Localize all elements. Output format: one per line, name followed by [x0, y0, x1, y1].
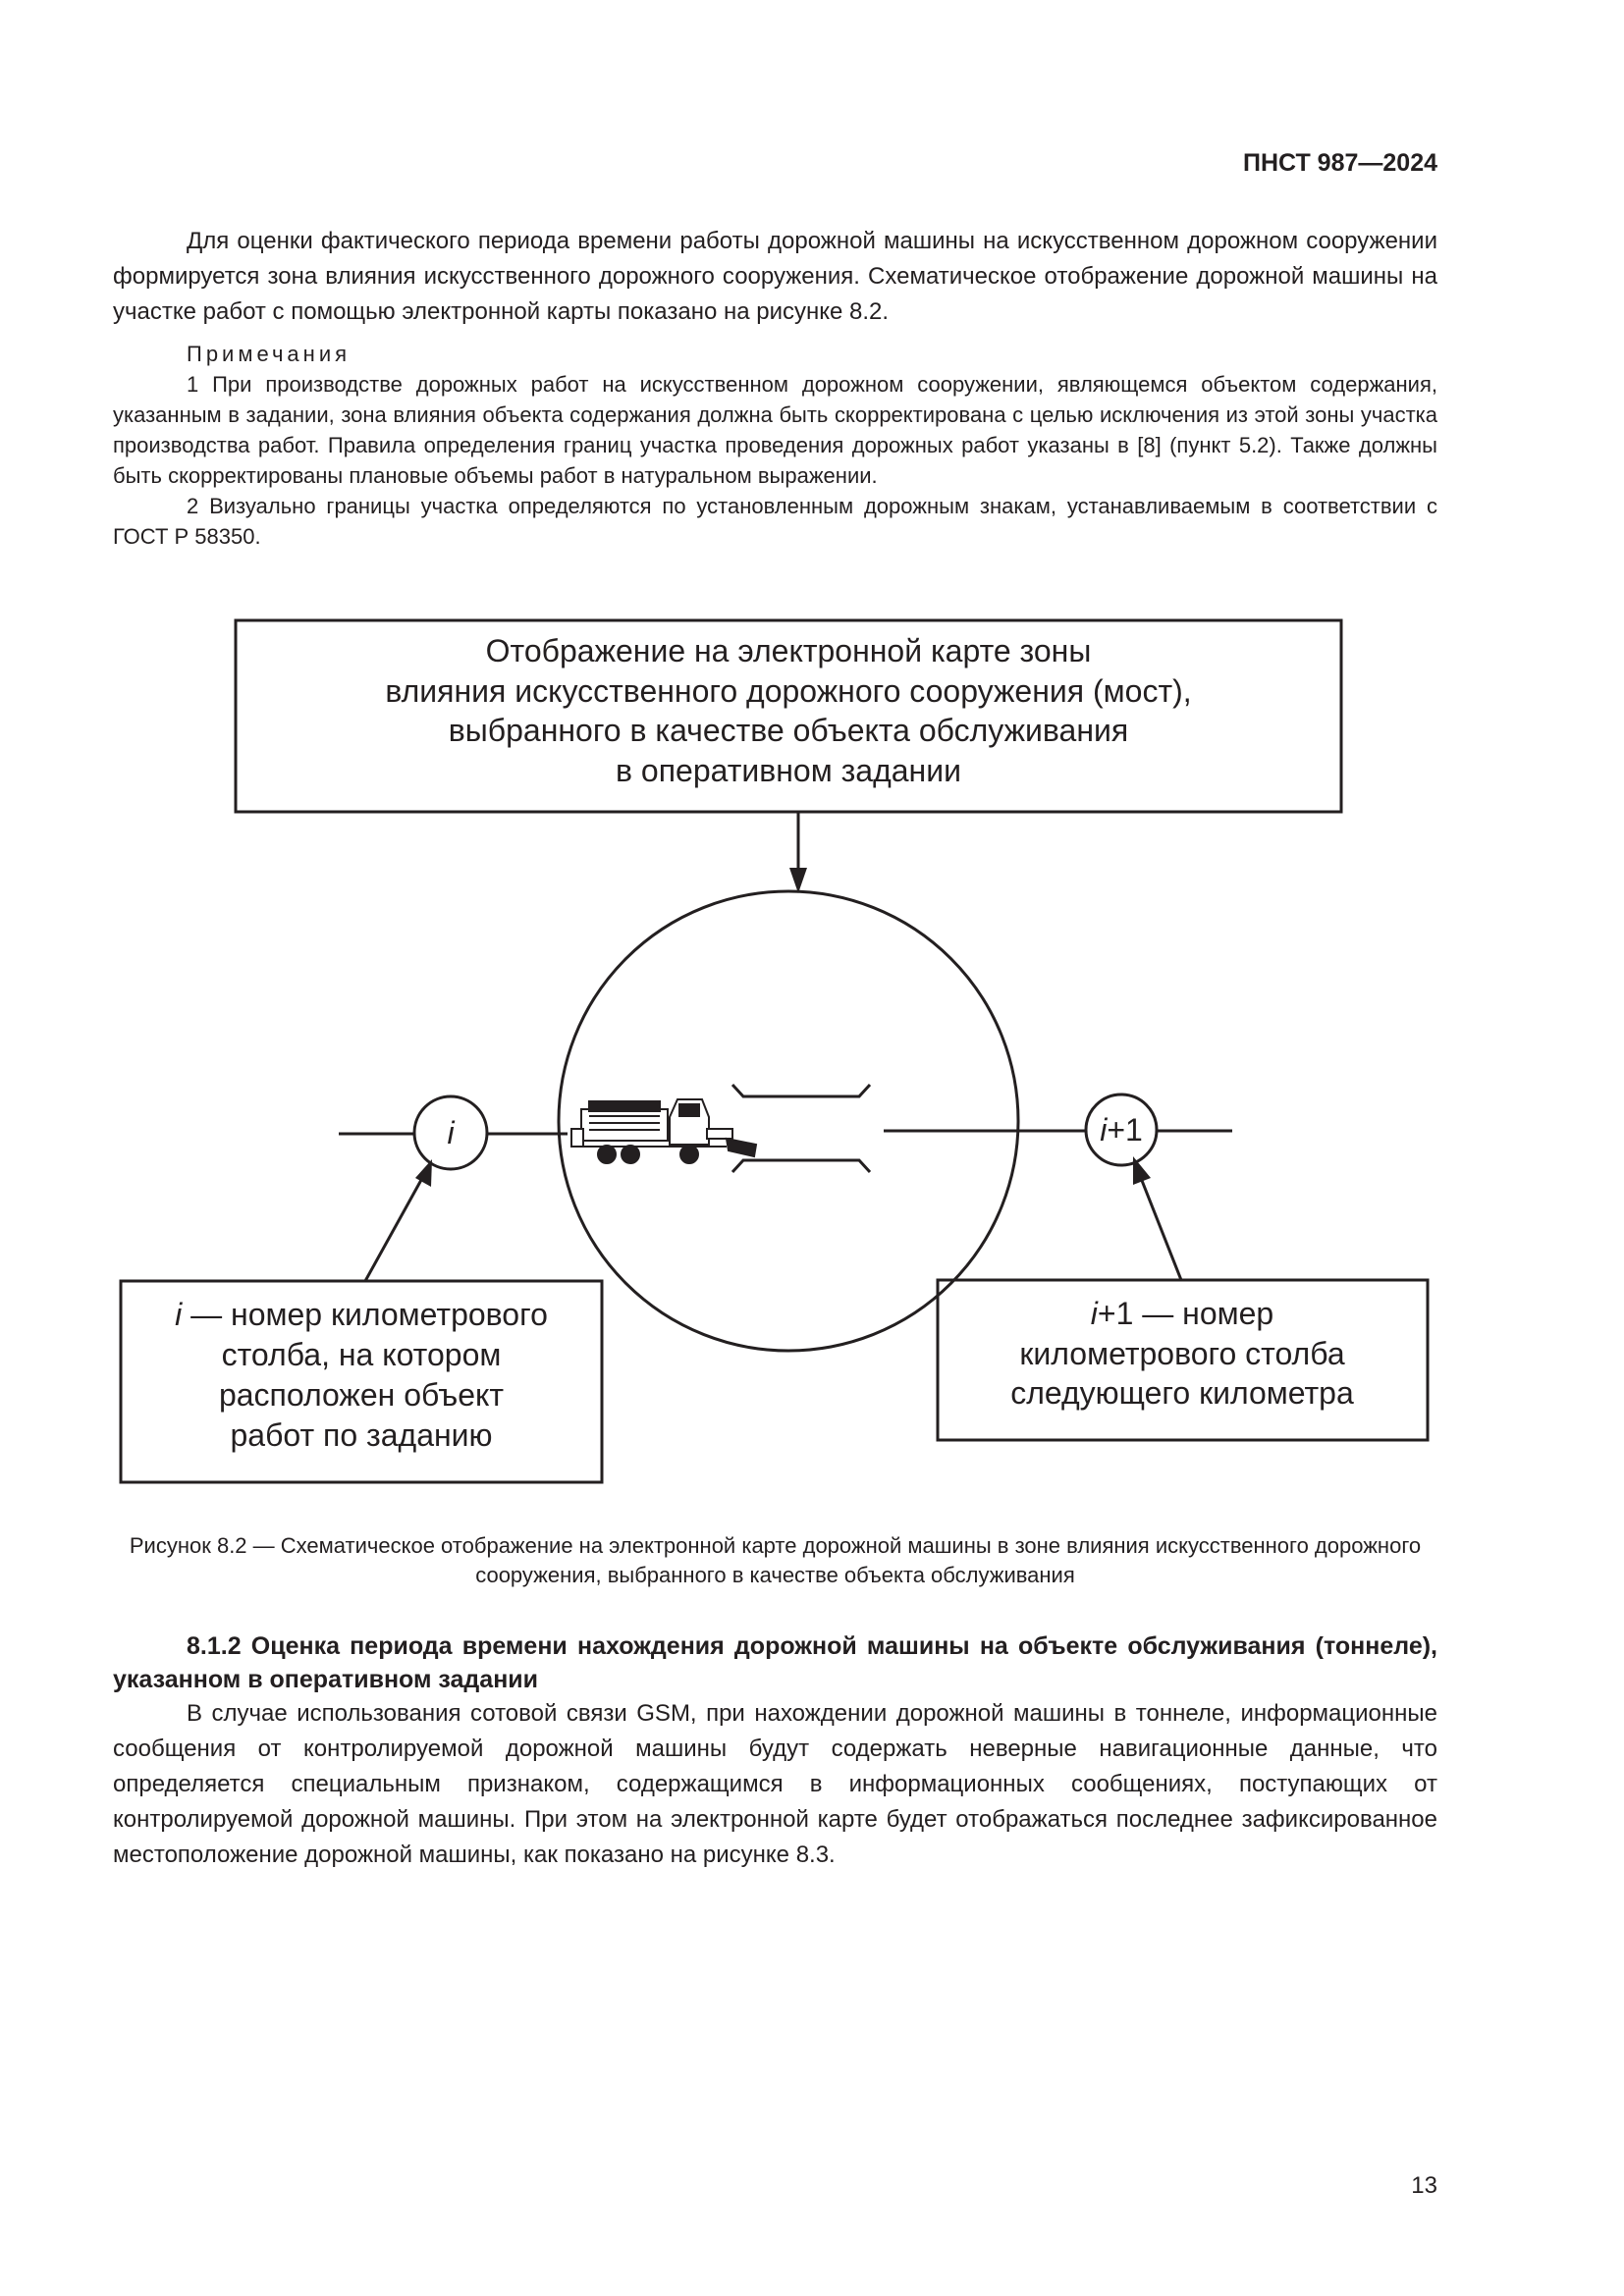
- km-marker-i-plus-1: [1086, 1095, 1157, 1165]
- road-machine-truck-icon: [571, 1099, 756, 1163]
- top-box-line-4: в оперативном задании: [616, 753, 961, 788]
- left-box-line-1: [175, 1297, 548, 1332]
- right-box-line-1: [1091, 1296, 1273, 1331]
- left-box-italic: i: [175, 1297, 183, 1332]
- top-description-box: [236, 620, 1341, 812]
- top-box-line-1: Отображение на электронной карте зоны: [485, 633, 1092, 668]
- km-marker-i: [414, 1096, 487, 1169]
- left-description-box: [121, 1281, 602, 1482]
- marker-i-plus-1-label: [1100, 1112, 1143, 1148]
- right-arrow-line: [1137, 1168, 1181, 1280]
- section-heading: 8.1.2 Оценка периода времени нахождения дорожной машины на объекте обслуживания (тоннеле), указанном в оперативном задании: [113, 1632, 1437, 1693]
- left-box-line-4: работ по заданию: [230, 1417, 493, 1453]
- right-box-italic: i: [1090, 1296, 1098, 1331]
- left-arrow-head: [415, 1159, 432, 1187]
- top-box-line-3: выбранного в качестве объекта обслуживания: [448, 713, 1129, 748]
- top-arrow-head: [789, 868, 807, 893]
- note-1: 1 При производстве дорожных работ на искусственном дорожном сооружении, являющемся объектом содержания, указанным в задании, зона влияния объекта содержания должна быть скорректирована с целью исключения из этой зоны участка производства работ. Правила определения границ участка проведения дорожных работ указаны в [8] (пункт 5.2). Также должны быть скорректированы плановые объемы работ в натуральном выражении.: [113, 372, 1437, 488]
- document-code: ПНСТ 987—2024: [1243, 149, 1437, 177]
- left-box-line-1-rest: — номер километрового: [182, 1297, 548, 1332]
- right-box-line-2: километрового столба: [1019, 1336, 1345, 1371]
- marker-i-label: i: [447, 1115, 455, 1150]
- page-number: 13: [1411, 2172, 1437, 2199]
- marker-i-plus-1-italic: i: [1100, 1112, 1108, 1148]
- left-arrow-line: [365, 1171, 426, 1281]
- bridge-upper-edge: [732, 1085, 870, 1096]
- right-box-line-3: следующего километра: [1010, 1375, 1354, 1411]
- top-box-line-2: влияния искусственного дорожного сооружения (мост),: [385, 673, 1192, 709]
- left-box-line-2: столба, на котором: [221, 1337, 502, 1372]
- section-paragraph: В случае использования сотовой связи GSM, при нахождении дорожной машины в тоннеле, информационные сообщения от контролируемой дорожной машины будут содержать неверные навигационные данные, что определяется специальным признаком, содержащимся в информационных сообщениях, поступающих от контролируемой дорожной машины. При этом на электронной карте будет отображаться последнее зафиксированное местоположение дорожной машины, как показано на рисунке 8.3.: [113, 1700, 1437, 1868]
- right-arrow-head: [1133, 1156, 1151, 1185]
- bridge-zone-circle: [559, 891, 1018, 1351]
- bridge-lower-edge: [732, 1160, 870, 1172]
- marker-i-plus-1-suffix: +1: [1107, 1112, 1143, 1148]
- note-2: 2 Визуально границы участка определяются по установленным дорожным знакам, устанавливаемым в соответствии с ГОСТ Р 58350.: [113, 494, 1437, 549]
- notes-heading: Примечания: [187, 342, 352, 366]
- right-box-line-1-rest: +1 — номер: [1097, 1296, 1274, 1331]
- left-box-line-3: расположен объект: [218, 1377, 505, 1413]
- figure-caption: Рисунок 8.2 — Схематическое отображение на электронной карте дорожной машины в зоне влияния искусственного дорожного сооружения, выбранного в качестве объекта обслуживания: [129, 1533, 1422, 1587]
- intro-paragraph: Для оценки фактического периода времени работы дорожной машины на искусственном дорожном сооружении формируется зона влияния искусственного дорожного сооружения. Схематическое отображение дорожной машины на участке работ с помощью электронной карты показано на рисунке 8.2.: [113, 228, 1437, 325]
- right-description-box: [938, 1280, 1428, 1440]
